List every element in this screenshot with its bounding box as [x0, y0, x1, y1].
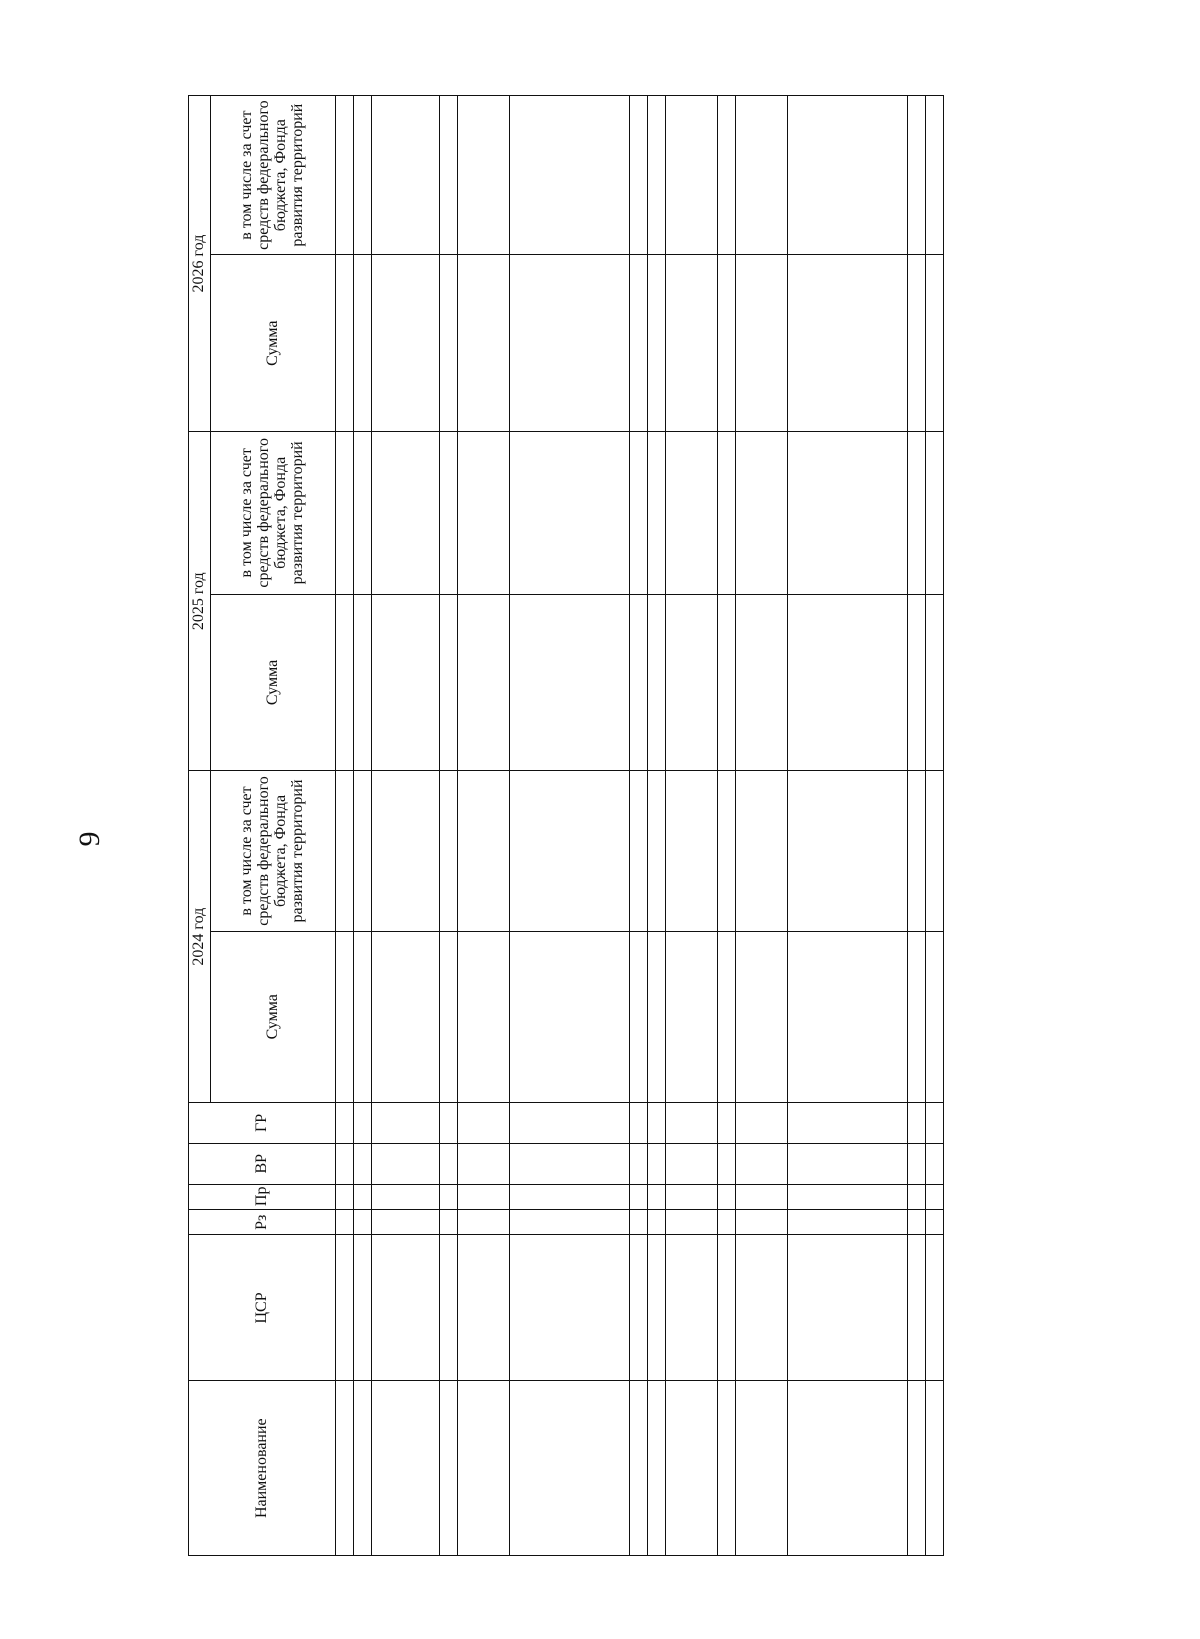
- cell-name: [788, 1381, 908, 1556]
- header-year-2025: 2025 год: [189, 432, 211, 771]
- table-row: [354, 96, 372, 1556]
- cell-s2024: [630, 931, 648, 1102]
- cell-gr: [354, 1102, 372, 1143]
- table-row: [736, 96, 788, 1556]
- cell-rz: [354, 1210, 372, 1235]
- cell-f2024: [458, 771, 510, 931]
- cell-s2025: [336, 594, 354, 771]
- budget-table: [188, 95, 944, 1556]
- cell-f2026: [440, 96, 458, 255]
- cell-csr: [736, 1235, 788, 1381]
- cell-f2025: [372, 432, 440, 594]
- cell-name: [630, 1381, 648, 1556]
- header-gr: ГР: [189, 1102, 336, 1143]
- cell-s2024: [788, 931, 908, 1102]
- cell-gr: [372, 1102, 440, 1143]
- cell-f2024: [648, 771, 666, 931]
- cell-s2026: [630, 255, 648, 432]
- cell-csr: [926, 1235, 944, 1381]
- cell-f2026: [630, 96, 648, 255]
- cell-f2025: [926, 432, 944, 594]
- cell-s2025: [372, 594, 440, 771]
- cell-name: [458, 1381, 510, 1556]
- cell-f2024: [926, 771, 944, 931]
- cell-s2024: [736, 931, 788, 1102]
- cell-csr: [630, 1235, 648, 1381]
- table-row: [666, 96, 718, 1556]
- cell-s2024: [372, 931, 440, 1102]
- cell-s2026: [372, 255, 440, 432]
- cell-name: [510, 1381, 630, 1556]
- cell-name: [666, 1381, 718, 1556]
- cell-f2025: [630, 432, 648, 594]
- header-year-2026: 2026 год: [189, 96, 211, 432]
- cell-f2024: [630, 771, 648, 931]
- cell-name: [372, 1381, 440, 1556]
- header-csr: ЦСР: [189, 1235, 336, 1381]
- table-row: [336, 96, 354, 1556]
- cell-name: [440, 1381, 458, 1556]
- cell-csr: [908, 1235, 926, 1381]
- cell-vr: [908, 1143, 926, 1184]
- cell-csr: [666, 1235, 718, 1381]
- cell-s2024: [908, 931, 926, 1102]
- header-year-2024: 2024 год: [189, 771, 211, 1103]
- header-incl-2024: в том числе за счет средств федерального бюджета, Фонда развития территорий: [211, 771, 336, 931]
- rotated-table-wrapper: [188, 95, 1062, 1556]
- cell-gr: [666, 1102, 718, 1143]
- cell-s2024: [666, 931, 718, 1102]
- cell-gr: [788, 1102, 908, 1143]
- cell-name: [648, 1381, 666, 1556]
- page-number: 9: [73, 831, 106, 847]
- cell-f2025: [440, 432, 458, 594]
- header-rz: Рз: [189, 1210, 336, 1235]
- cell-s2025: [354, 594, 372, 771]
- cell-s2026: [908, 255, 926, 432]
- cell-vr: [458, 1143, 510, 1184]
- cell-s2025: [440, 594, 458, 771]
- cell-f2025: [718, 432, 736, 594]
- cell-s2026: [788, 255, 908, 432]
- cell-gr: [718, 1102, 736, 1143]
- cell-rz: [736, 1210, 788, 1235]
- cell-s2025: [926, 594, 944, 771]
- cell-f2025: [458, 432, 510, 594]
- cell-f2026: [718, 96, 736, 255]
- cell-f2025: [908, 432, 926, 594]
- cell-s2025: [630, 594, 648, 771]
- cell-csr: [648, 1235, 666, 1381]
- cell-pr: [788, 1184, 908, 1209]
- cell-vr: [718, 1143, 736, 1184]
- cell-f2026: [666, 96, 718, 255]
- cell-pr: [630, 1184, 648, 1209]
- cell-f2026: [908, 96, 926, 255]
- cell-f2025: [648, 432, 666, 594]
- cell-f2025: [510, 432, 630, 594]
- table-body: [336, 96, 944, 1556]
- cell-gr: [736, 1102, 788, 1143]
- cell-f2026: [788, 96, 908, 255]
- cell-pr: [510, 1184, 630, 1209]
- cell-f2026: [354, 96, 372, 255]
- cell-name: [718, 1381, 736, 1556]
- cell-s2026: [458, 255, 510, 432]
- cell-rz: [510, 1210, 630, 1235]
- cell-f2024: [440, 771, 458, 931]
- cell-csr: [788, 1235, 908, 1381]
- cell-f2024: [354, 771, 372, 931]
- cell-vr: [440, 1143, 458, 1184]
- cell-vr: [630, 1143, 648, 1184]
- cell-pr: [336, 1184, 354, 1209]
- cell-f2024: [718, 771, 736, 931]
- cell-name: [736, 1381, 788, 1556]
- cell-vr: [648, 1143, 666, 1184]
- cell-f2025: [736, 432, 788, 594]
- cell-vr: [788, 1143, 908, 1184]
- cell-csr: [440, 1235, 458, 1381]
- header-sum-2024: Сумма: [211, 931, 336, 1102]
- table-row: [788, 96, 908, 1556]
- cell-gr: [458, 1102, 510, 1143]
- cell-vr: [372, 1143, 440, 1184]
- cell-csr: [354, 1235, 372, 1381]
- cell-csr: [372, 1235, 440, 1381]
- cell-pr: [736, 1184, 788, 1209]
- cell-pr: [458, 1184, 510, 1209]
- cell-rz: [648, 1210, 666, 1235]
- cell-s2025: [718, 594, 736, 771]
- table-row: [630, 96, 648, 1556]
- cell-pr: [440, 1184, 458, 1209]
- cell-gr: [440, 1102, 458, 1143]
- header-incl-2025: в том числе за счет средств федерального бюджета, Фонда развития территорий: [211, 432, 336, 594]
- cell-vr: [666, 1143, 718, 1184]
- cell-f2026: [458, 96, 510, 255]
- cell-s2025: [648, 594, 666, 771]
- table-row: [510, 96, 630, 1556]
- cell-f2025: [354, 432, 372, 594]
- cell-f2024: [788, 771, 908, 931]
- cell-f2024: [736, 771, 788, 931]
- cell-s2026: [736, 255, 788, 432]
- cell-pr: [908, 1184, 926, 1209]
- cell-rz: [630, 1210, 648, 1235]
- cell-vr: [736, 1143, 788, 1184]
- table-row: [648, 96, 666, 1556]
- cell-s2026: [440, 255, 458, 432]
- cell-s2025: [736, 594, 788, 771]
- cell-s2024: [648, 931, 666, 1102]
- cell-f2026: [926, 96, 944, 255]
- cell-gr: [908, 1102, 926, 1143]
- cell-pr: [666, 1184, 718, 1209]
- table-row: [440, 96, 458, 1556]
- cell-rz: [336, 1210, 354, 1235]
- cell-s2024: [354, 931, 372, 1102]
- cell-f2026: [336, 96, 354, 255]
- cell-s2024: [718, 931, 736, 1102]
- cell-s2026: [718, 255, 736, 432]
- header-sum-2025: Сумма: [211, 594, 336, 771]
- cell-f2025: [666, 432, 718, 594]
- cell-s2025: [908, 594, 926, 771]
- cell-pr: [372, 1184, 440, 1209]
- cell-name: [354, 1381, 372, 1556]
- header-sum-2026: Сумма: [211, 255, 336, 432]
- cell-s2024: [510, 931, 630, 1102]
- cell-vr: [510, 1143, 630, 1184]
- cell-csr: [718, 1235, 736, 1381]
- cell-rz: [458, 1210, 510, 1235]
- cell-f2026: [648, 96, 666, 255]
- table-row: [908, 96, 926, 1556]
- cell-rz: [718, 1210, 736, 1235]
- cell-s2026: [336, 255, 354, 432]
- cell-s2025: [510, 594, 630, 771]
- cell-gr: [336, 1102, 354, 1143]
- header-name: Наименование: [189, 1381, 336, 1556]
- cell-s2025: [788, 594, 908, 771]
- cell-gr: [648, 1102, 666, 1143]
- cell-pr: [354, 1184, 372, 1209]
- cell-s2024: [458, 931, 510, 1102]
- cell-s2026: [648, 255, 666, 432]
- table-row: [372, 96, 440, 1556]
- cell-s2024: [336, 931, 354, 1102]
- cell-s2026: [510, 255, 630, 432]
- cell-gr: [926, 1102, 944, 1143]
- cell-csr: [458, 1235, 510, 1381]
- header-incl-2026: в том числе за счет средств федерального бюджета, Фонда развития территорий: [211, 96, 336, 255]
- cell-gr: [630, 1102, 648, 1143]
- cell-name: [908, 1381, 926, 1556]
- cell-s2024: [926, 931, 944, 1102]
- cell-f2026: [510, 96, 630, 255]
- cell-s2025: [666, 594, 718, 771]
- cell-name: [926, 1381, 944, 1556]
- cell-s2024: [440, 931, 458, 1102]
- table-row: [718, 96, 736, 1556]
- cell-s2025: [458, 594, 510, 771]
- cell-rz: [908, 1210, 926, 1235]
- cell-gr: [510, 1102, 630, 1143]
- cell-name: [336, 1381, 354, 1556]
- cell-f2026: [736, 96, 788, 255]
- cell-vr: [926, 1143, 944, 1184]
- cell-vr: [354, 1143, 372, 1184]
- header-vr: ВР: [189, 1143, 336, 1184]
- cell-f2024: [336, 771, 354, 931]
- cell-csr: [336, 1235, 354, 1381]
- cell-vr: [336, 1143, 354, 1184]
- table-row: [458, 96, 510, 1556]
- cell-rz: [788, 1210, 908, 1235]
- cell-rz: [926, 1210, 944, 1235]
- cell-rz: [372, 1210, 440, 1235]
- cell-f2024: [666, 771, 718, 931]
- cell-f2024: [908, 771, 926, 931]
- cell-f2024: [510, 771, 630, 931]
- cell-pr: [718, 1184, 736, 1209]
- cell-pr: [926, 1184, 944, 1209]
- header-pr: Пр: [189, 1184, 336, 1209]
- cell-rz: [666, 1210, 718, 1235]
- cell-rz: [440, 1210, 458, 1235]
- cell-csr: [510, 1235, 630, 1381]
- cell-pr: [648, 1184, 666, 1209]
- cell-s2026: [926, 255, 944, 432]
- cell-f2025: [788, 432, 908, 594]
- cell-s2026: [666, 255, 718, 432]
- cell-f2024: [372, 771, 440, 931]
- cell-s2026: [354, 255, 372, 432]
- cell-f2025: [336, 432, 354, 594]
- table-row: [926, 96, 944, 1556]
- cell-f2026: [372, 96, 440, 255]
